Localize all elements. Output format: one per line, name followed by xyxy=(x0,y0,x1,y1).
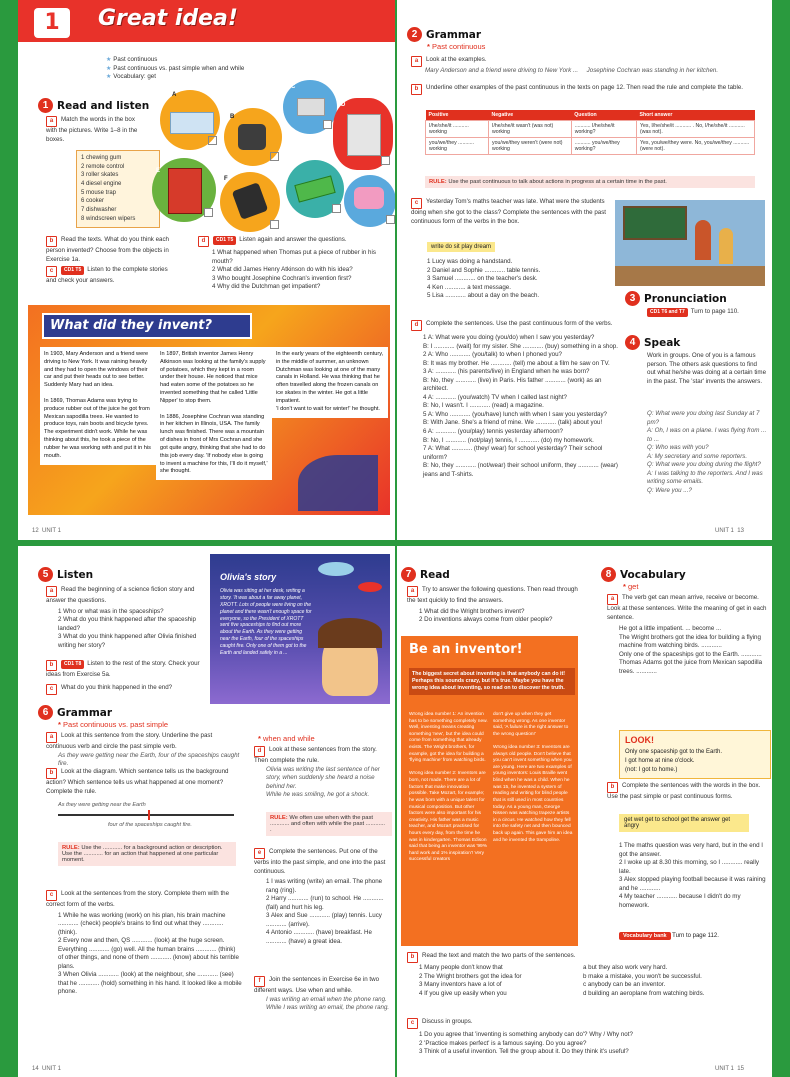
exercise-6f: f Join the sentences in Exercise 6e in two different ways. Use when and while. I was writing an email when the phone rang. While I was writing an email, the phone rang. xyxy=(254,976,390,1012)
page-number: 15 xyxy=(737,1066,744,1072)
exercise-7a: a Try to answer the following questions. Then read through the text quickly to find the answers. 1 What did the Wright brothers invent? 2 Do inventions always come from older people? xyxy=(407,586,578,624)
page-13 xyxy=(397,0,772,540)
table-row: you/we/they ........... working you/we/they weren't (were not) working ........... you/we/they working? Yes, you/we/they were. No, you/we/they ........... (were not). xyxy=(426,138,755,155)
student-figure xyxy=(695,220,711,260)
exercise-1b: b Read the texts. What do you think each person invented? Choose from the objects in Exercise 1a. xyxy=(46,236,170,263)
exercise-2c-lines: 1 Lucy was doing a handstand. 2 Daniel and Sophie ............ table tennis. 3 Samuel ............ on the teacher's desk. 4 Ken ............ a text message. 5 Lisa ............ about a day on the beach. xyxy=(427,258,541,300)
spaceship-icon xyxy=(358,582,382,592)
answer-box[interactable] xyxy=(204,208,213,217)
section-1-header: 1 Read and listen xyxy=(38,97,149,115)
picture-h: H xyxy=(344,175,395,227)
desk-image xyxy=(615,266,765,286)
exercise-6c: c Look at the sentences from the story. Complete them with the correct form of the verbs. 1 While he was working (work) on his plan, his brain machine ............ (check) people's brains to find out what they ............ (think). 2 Every now and then, QS ............ (look) at the huge screen. Everything ............ (go) well. All the human brains ............ (think) of other things, and none of them ............ (know) about his terrible plans. 3 When Olivia ............ (look) at the neighbour, she ............ (see) that he ............ (hold) something in his hand. It looked like a mobile phone. xyxy=(46,890,242,996)
match-left: 1 Many people don't know that 2 The Wright brothers got the idea for 3 Many inventors have a lot of 4 If you give up easily when you xyxy=(419,964,522,997)
article-lead: The biggest secret about inventing is that anybody can do it! Perhaps this sounds crazy, but it's true. Maybe you have the wrong idea about inventing, so read on to discover the truth. xyxy=(409,668,575,695)
story-column-2: In 1897, British inventor James Henry Atkinson was looking at the family's supply of potatoes, which they kept in a room under their house. He noticed that mice had eaten some of the potatoes so he invented something that he called 'Little Nipper' to stop them. In 1886, Josephine Cochran was standing in her kitchen in Illinois, USA. The family lunch was finished. There was a mountain of dishes in front of Mrs Cochran and she got quite angry, thinking that she had to do this job every day. 'If nobody else is going to invent a machine for this, I'll do it myself,' she thought. xyxy=(156,347,272,480)
page-15 xyxy=(397,546,772,1077)
exercise-7b: b Read the text and match the two parts of the sentences. xyxy=(407,952,767,963)
look-title: LOOK! xyxy=(625,735,654,745)
section-4-header: 4 Speak xyxy=(625,334,680,352)
chewing-gum-image xyxy=(294,175,335,202)
vocab-bank-link[interactable]: Vocabulary bank Turn to page 112. xyxy=(619,932,719,940)
picture-e: E xyxy=(152,158,216,222)
rule-box: RULE: Use the ............ for a background action or description. Use the ............ for an action that happened at one particular moment. xyxy=(58,842,236,866)
objective-item: ★ Vocabulary: get xyxy=(106,73,156,81)
picture-d: D xyxy=(333,98,393,170)
table-header: Question xyxy=(571,110,636,121)
question-item: 1 What happened when Thomas put a piece of rubber in his mouth? xyxy=(212,249,376,265)
exercise-1d: d CD1 T5 Listen again and answer the questions. 1 What happened when Thomas put a piece of rubber in his mouth? 2 What did James Henry Atkinson do with his idea? 3 Who bought Josephine Cochran's invention first? 4 Why did the Dutchman get impatient? xyxy=(198,236,388,292)
picture-b: B xyxy=(224,108,282,166)
word-box: get wet get to school get the answer get angry xyxy=(619,814,749,832)
question-item: 4 Why did the Dutchman get impatient? xyxy=(212,283,321,291)
unit-title: Great idea! xyxy=(98,6,238,31)
rule-box: RULE: Use the past continuous to talk about actions in progress at a certain time in the past. xyxy=(425,176,755,188)
section-5-header: 5 Listen xyxy=(38,566,93,584)
answer-box[interactable] xyxy=(270,220,279,229)
picture-g: G xyxy=(286,160,344,218)
article-column-1: Wrong idea number 1: An invention has to be something completely new. Well, inventing means creating something 'new', but the idea could come from something that already exists. The Wright brothers, for example, got the idea for building a 'flying machine' from watching birds. Wrong idea number 2: Inventors are born, not made. There are a lot of factors that make innovation possible. Take Mozart, for example; he was born with a unique talent for musical composition. But other factors were also important for his creativity. His father was a music teacher, and Mozart practised for hours every day, from the time he was in kindergarten. Thomas Edison said that being an inventor was '99% hard work and 1% inspiration'! Very successful creators xyxy=(409,712,488,863)
remote-control-image xyxy=(232,182,269,220)
grammar-table xyxy=(425,110,755,155)
unit-number: 1 xyxy=(34,8,70,38)
verb-box: write do sit play dream xyxy=(427,242,495,252)
article-column-2: don't give up when they get something wrong. As one inventor said, 'A failure is the right answer to the wrong question!' Wrong idea number 3: Inventors are always old people. Don't believe that you can't invent something when you are young. Here are two examples of young inventors: Louis Braille went blind when he was a child. When he was 15, he invented a system of reading and writing for blind people that is still used in most countries today. As a young man, George Nissen was watching trapeze artists in a circus. He watched how they fell into the safety net and then bounced back up again. This gave him an idea and he invented the trampoline. xyxy=(493,712,573,843)
timeline-line xyxy=(58,814,234,816)
student-figure xyxy=(719,228,733,264)
footer-unit: UNIT 1 xyxy=(42,1066,61,1072)
engine-image xyxy=(238,124,266,150)
objective-item: ★ Past continuous vs. past simple when and while xyxy=(106,64,245,72)
cooker-image xyxy=(168,168,202,214)
page-footer xyxy=(715,1066,744,1072)
exercise-6b: b Look at the diagram. Which sentence tells us the background action? Which sentence tells us what happened at one moment? Complete the rule. xyxy=(46,768,229,795)
cd-icon[interactable]: CD1 T6 and T7 xyxy=(647,308,688,317)
exercise-1c: c CD1 T5 Listen to the complete stories and check your answers. xyxy=(46,266,168,284)
table-header: Negative xyxy=(489,110,572,121)
exercise-1a: a Match the words in the box with the pictures. Write 1–8 in the boxes. xyxy=(46,116,138,143)
objectives-list xyxy=(106,56,286,82)
dishwasher-image xyxy=(347,114,381,156)
invent-stories-panel xyxy=(28,305,390,515)
speak-text: Work in groups. One of you is a famous person. The others ask questions to find out what he/she was doing at a certain time in the past. The 'star' invents the answers. xyxy=(647,352,767,385)
section-2-subtitle: * Past continuous xyxy=(427,42,486,51)
exercise-2a: a Look at the examples. Mary Anderson and a friend were driving to New York ... Josephine Cochran was standing in her kitchen. xyxy=(411,56,761,76)
cd-icon[interactable]: CD1 T8 xyxy=(61,660,84,669)
speak-dialog: Q: What were you doing last Sunday at 7 pm? A: Oh, I was on a plane. I was flying from ... to ... Q: Who was with you? A: My secretary and some reporters. Q: What were you doing during the flight? A: I was talking to the reporters. And I was writing some emails. Q: Were you ...? xyxy=(647,410,767,494)
exercise-6a: a Look at this sentence from the story. Underline the past continuous verb and circle the past simple verb. As they were getting near the Earth, four of the spaceships caught fire. xyxy=(46,732,240,768)
page-number: 12 xyxy=(32,528,39,534)
exercise-6d: d Look at these sentences from the story. Then complete the rule. Olivia was writing the last sentence of her story, when suddenly she heard a noise behind her. While he was smiling, he got a shock. xyxy=(254,746,380,799)
story-illustration xyxy=(210,554,390,704)
page-footer xyxy=(32,528,61,534)
picture-f: F xyxy=(220,172,280,232)
timeline-marker xyxy=(148,810,150,820)
answer-box[interactable] xyxy=(270,152,279,161)
story-title: Olivia's story xyxy=(220,572,277,582)
footer-unit: UNIT 1 xyxy=(715,1066,734,1072)
answer-box[interactable] xyxy=(381,156,390,165)
cd-icon[interactable]: CD1 T5 xyxy=(213,236,236,245)
girl-hair-image xyxy=(318,618,382,648)
answer-box[interactable] xyxy=(208,136,217,145)
match-right: a but they also work very hard. b make a mistake, you won't be successful. c anybody can be an inventor. d building an aeroplane from watching birds. xyxy=(583,964,705,997)
exercise-8b-lines: 1 The maths question was very hard, but in the end I got the answer. 2 I woke up at 8.30 this morning, so I ............ really late. 3 Alex stopped playing football because it was raining and he ............ 4 My teacher ............ because I didn't do my homework. xyxy=(619,842,766,909)
look-box: LOOK! Only one spaceship got to the Earth. I got home at nine o'clock. (not: I got to home.) xyxy=(619,730,771,779)
page-14 xyxy=(18,546,395,1077)
page-number: 14 xyxy=(32,1066,39,1072)
table-row: I/he/she/it ........... working I/he/she/it wasn't (was not) working ........... I/he/she/it working? Yes, I/he/she/it ........... . No, I/he/she/it ........... (was not). xyxy=(426,121,755,138)
section-8-header: 8 Vocabulary xyxy=(601,566,686,584)
page-12 xyxy=(18,0,395,540)
decorative-shape xyxy=(298,455,378,511)
exercise-2c: c Yesterday Tom's maths teacher was late. What were the students doing when she got to the class? Complete the sentences with the past continuous form of the verbs in the box. xyxy=(411,198,607,225)
exercise-5c: c What do you think happened in the end? xyxy=(46,684,206,695)
page-footer xyxy=(32,1066,61,1072)
section-3-header: 3 Pronunciation xyxy=(625,290,727,308)
picture-c: C xyxy=(283,80,337,134)
exercise-2d: d Complete the sentences. Use the past continuous form of the verbs. 1 A: What were you doing (you/do) when I saw you yesterday? B: I ............ (wait) for my sister. She ............ (buy) something in a shop. 2 A: Who ............ (you/talk) to when I phoned you? B: It was my brother. He ............ (tell) me about a film he saw on TV. 3 A: ............ (his parents/live) in England when he was born? B: No, they ............ (live) in Paris. His father ............ (work) as an architect. 4 A: ............ (you/watch) TV when I called last night? B: No, I wasn't. I ............ (read) a magazine. 5 A: Who ............ (you/have) lunch with when I saw you yesterday? B: With Jane. She's a friend of mine. We ............ (talk) about you! 6 A: ............ (you/play) tennis yesterday afternoon? B: No, I ............ (not/play) tennis, I ............ (do) my homework. 7 A: What ............ (they/ wear) for school yesterday? Their school uniform? B: No, they ............ (not/wear) their school uniform, they ............ (wear) jeans and T-shirts. xyxy=(411,320,627,479)
answer-box[interactable] xyxy=(386,215,395,224)
unit-banner xyxy=(18,0,395,42)
story-column-3: In the early years of the eighteenth century, in the middle of summer, an unknown Dutchman was looking at one of the many canals in Holland. He was thinking that he often travelled along the frozen canals on ice skates in the winter. He got a little impatient. 'I don't want to wait for winter!' he thought. xyxy=(272,347,388,418)
exercise-8b: b Complete the sentences with the words in the box. Use the past simple or past continuous forms. xyxy=(607,782,761,800)
section-6-header: 6 Grammar xyxy=(38,704,112,722)
pronunciation-text: CD1 T6 and T7 Turn to page 110. xyxy=(647,308,767,317)
blackboard-image xyxy=(623,206,687,240)
question-item: 3 Who bought Josephine Cochran's invention first? xyxy=(212,274,352,282)
exercise-5a: a Read the beginning of a science fiction story and answer the questions. 1 Who or what was in the spaceships? 2 What do you think happened after the spaceship landed? 3 What do you think happened after Olivia finished writing her story? xyxy=(46,586,197,649)
picture-a: A xyxy=(160,90,220,150)
invent-title: What did they invent? xyxy=(42,313,252,339)
classroom-illustration xyxy=(615,200,765,286)
answer-box[interactable] xyxy=(332,204,341,213)
article-title: Be an inventor! xyxy=(409,642,523,657)
inventor-article xyxy=(401,636,578,946)
section-7-header: 7 Read xyxy=(401,566,450,584)
section-8-subtitle: * get xyxy=(623,582,639,591)
timeline-diagram: As they were getting near the Earth four of the spaceships caught fire. xyxy=(58,802,238,836)
roller-skates-image xyxy=(354,187,384,209)
table-header: Positive xyxy=(426,110,489,121)
footer-unit: UNIT 1 xyxy=(715,528,734,534)
table-header: Short answer xyxy=(637,110,755,121)
cd-icon[interactable]: CD1 T5 xyxy=(61,266,84,275)
spaceship-icon xyxy=(318,562,354,576)
rule-box: RULE: We often use when with the past ............ and often with while the past ............ . xyxy=(266,812,392,836)
windscreen-image xyxy=(170,112,214,134)
section-6-subtitle: * Past continuous vs. past simple xyxy=(58,720,169,729)
story-column-1: In 1903, Mary Anderson and a friend were driving to New York. It was raining heavily and they had to open the windows of their car and put their heads out to see better. Suddenly Mary had an idea. In 1869, Thomas Adams was trying to produce rubber out of the juice he got from Mexican sapodilla trees. He wanted to produce toys, rain boots and bicycle tyres. The experiment didn't work. While he was thinking about this, he took a piece of the rubber he was working with and put it in his mouth. xyxy=(40,347,156,465)
objective-item: ★ Past continuous xyxy=(106,56,158,63)
mouse-trap-image xyxy=(297,98,325,116)
exercise-7c: c Discuss in groups. 1 Do you agree that 'inventing is something anybody can do'? Why / Why not? 2 'Practice makes perfect' is a famous saying. Do you agree? 3 Think of a useful invention. Tell the group about it. Do they think it's useful? xyxy=(407,1018,767,1057)
page-number: 13 xyxy=(737,528,744,534)
question-item: 2 What did James Henry Atkinson do with his idea? xyxy=(212,266,353,274)
when-while-subtitle: * when and while xyxy=(258,734,315,743)
story-text: Olivia was sitting at her desk, writing a story. 'It was about a far away planet, XROTT. Lots of people were living on the planet and there wasn't enough space for everyone, so the President of XROTT sent five spaceships to find out more about the Earth. As they were getting near the Earth, four of the spaceships caught fire. Only one of them got to the Earth and landed safely in a ... xyxy=(220,588,312,657)
exercise-5b: b CD1 T8 Listen to the rest of the story. Check your ideas from Exercise 5a. xyxy=(46,660,200,678)
section-2-header: 2 Grammar xyxy=(407,26,481,44)
exercise-2b: b Underline other examples of the past continuous in the texts on page 12. Then read the rule and complete the table. xyxy=(411,84,761,95)
footer-unit: UNIT 1 xyxy=(42,528,61,534)
word-box: 1 chewing gum 2 remote control 3 roller skates 4 diesel engine 5 mouse trap 6 cooker 7 dishwasher 8 windscreen wipers xyxy=(76,150,160,228)
page-footer xyxy=(715,528,744,534)
exercise-6e: e Complete the sentences. Put one of the verbs into the past simple, and one into the past continuous. 1 I was writing (write) an email. The phone rang (ring). 2 Harry ............ (run) to school. He ............ (fall) and hurt his leg. 3 Alex and Sue ............ (play) tennis. Lucy ............ (arrive). 4 Antonio ............ (have) breakfast. He ............ (have) a great idea. xyxy=(254,848,386,945)
exercise-8a: a The verb get can mean arrive, receive or become. Look at these sentences. Write the meaning of get in each sentence. He got a little impatient. ... become ... The Wright brothers got the idea for building a flying machine from watching birds. ............ Only one of the spaceships got to the Earth. ............ Thomas Adams got the juice from Mexican sapodilla trees. ............ xyxy=(607,594,767,675)
answer-box[interactable] xyxy=(323,120,332,129)
